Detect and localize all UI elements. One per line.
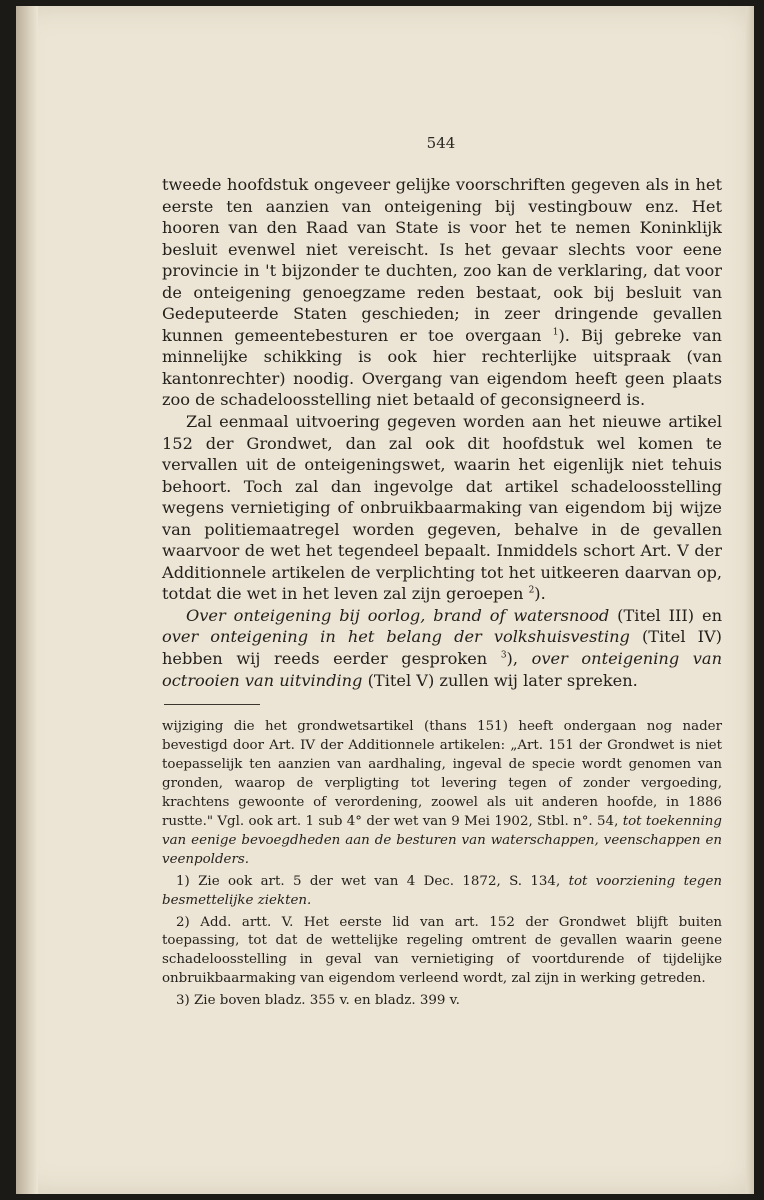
- page-edge: [746, 6, 754, 1194]
- footnotes: [162, 718, 722, 1014]
- book-page: [16, 6, 754, 1194]
- footnote-continuation: wijziging die het grondwetsartikel (thans 151) heeft ondergaan nog nader bevestigd door Art. IV der Additionnele artikelen: „Art. 151 der Grondwet is niet toepasselijk ten aanzien van aardhaling, ingeval de specie wordt genomen van gronden, waarop de verpligting tot levering tegen of zonder vergoeding, krachtens gewoonte of verordening, zoowel als uit anderen hoofde, in 1886 rustte." Vgl. ook art. 1 sub 4° der wet van 9 Mei 1902, Stbl. n°. 54, tot toekenning van eenige bevoegdheden aan de besturen van waterschappen, veenschappen en veenpolders.: [162, 719, 723, 867]
- footnote-ref-2: 2: [528, 586, 535, 596]
- paragraph-3: Over onteigening bij oorlog, brand of watersnood (Titel III) en over onteigening in het belang der volkshuisvesting (Titel IV) hebben wij reeds eerder gesproken $^3$), over onteigening van octrooien van uitvinding (Titel V) zullen wij later spreken.: [162, 605, 723, 690]
- footnote-2: 2) Add. artt. V. Het eerste lid van art. 152 der Grondwet blijft buiten toepassing, tot dat de wettelijke regeling omtrent de gevallen waarin geene schadeloosstelling in geval van vernietiging of voortdurende of tijdelijke onbruikbaarmaking van eigendom verleend wordt, zal zijn in werking getreden.: [162, 914, 722, 987]
- footnote-rule: [164, 704, 260, 705]
- footnote-ref-3: 3: [500, 650, 507, 661]
- page-number: 544: [426, 134, 456, 152]
- paragraph-2: Zal eenmaal uitvoering gegeven worden aan het nieuwe artikel 152 der Grondwet, dan zal ook dit hoofdstuk wel komen te vervallen uit de onteigeningswet, waarin het eigenlijk niet tehuis behoort. Toch zal dan ingevolge dat artikel schadeloosstelling wegens vernietiging of onbruikbaarmaking van eigendom bij wijze van politiemaatregel worden gegeven, behalve in de gevallen waarvoor de wet het tegendeel bepaalt. Inmiddels schort Art. V der Additionnele artikelen de verplichting tot het uitkeeren daarvan op, totdat die wet in het leven zal zijn geroepen $^2$).: [162, 412, 722, 604]
- page-gutter: [16, 6, 38, 1194]
- footnote-ref-1: 1: [552, 327, 559, 338]
- paragraph-1: tweede hoofdstuk ongeveer gelijke voorschriften gegeven als in het eerste ten aanzien van onteigening bij vestingbouw enz. Het hooren van den Raad van State is voor het te nemen Koninklijk besluit evenwel niet vereischt. Is het gevaar slechts voor eene provincie in 't bijzonder te duchten, zoo kan de verklaring, dat voor de onteigening genoegzame reden bestaat, ook bij besluit van Gedeputeerde Staten geschieden; in zeer dringende gevallen kunnen gemeentebesturen er toe overgaan $^1$). Bij gebreke van minnelijke schikking is ook hier rechterlijke uitspraak (van kantonrechter) noodig. Overgang van eigendom heeft geen plaats zoo de schadeloosstelling niet betaald of geconsigneerd is.: [162, 175, 722, 410]
- footnote-1: 1) Zie ook art. 5 der wet van 4 Dec. 1872, S. 134, tot voorziening tegen besmettelijke ziekten.: [162, 873, 723, 908]
- main-text: [162, 174, 722, 691]
- footnote-3: 3) Zie boven bladz. 355 v. en bladz. 399 v.: [176, 993, 460, 1009]
